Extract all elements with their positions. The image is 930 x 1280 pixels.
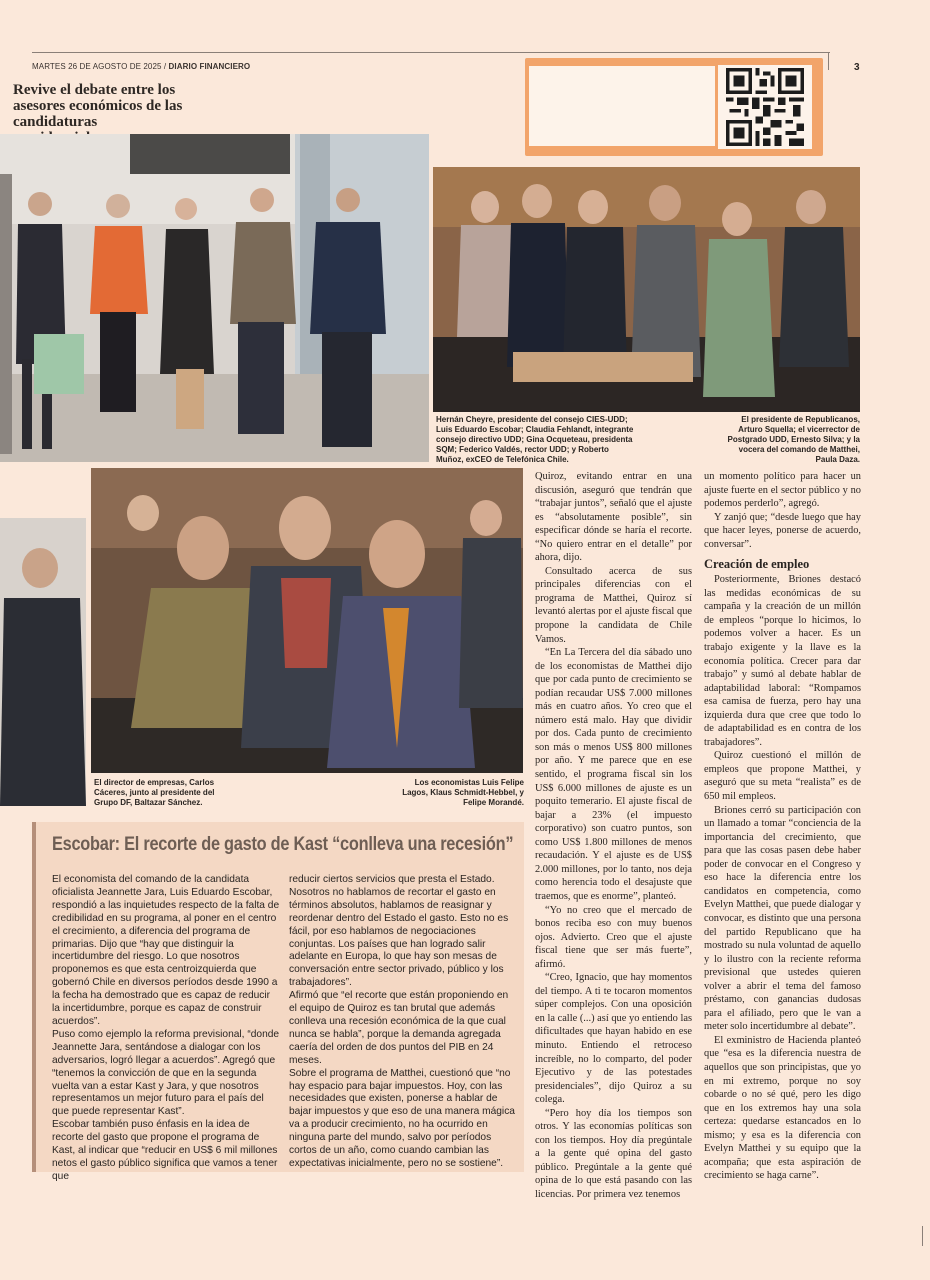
article-paragraph: “En La Tercera del día sábado uno de los economistas de Matthei dijo que por cada punto de crecimiento se podían recaudar US$ 7.000 millones más en cuatro años. Yo creo que el número está malo. Hay que dividir por dos. Cada punto de crecimiento son más o menos US$ 800 millones por año. Y me parece que en ese sentido, el programa fiscal sin los US$ 6.000 millones de ajuste es un poquito temerario. El ajuste fiscal de bajar a 23% (el impuesto corporativo) son cuatro puntos, son como US$ 1.800 millones de menos recaudación. Y el ajuste es de US$ 2.000 millones, por lo tanto, nos deja como herencia todo el desajuste que traemos, que es enorme”, planteó. [535, 647, 692, 902]
caption-photo3: El director de empresas, Carlos Cáceres, junto al presidente del Grupo DF, Baltazar Sánchez. [94, 778, 215, 807]
paper-name: DIARIO FINANCIERO [168, 62, 251, 71]
article-paragraph: Consultado acerca de sus principales diferencias con el programa de Matthei, Quiroz sí levantó alertas por el ajuste fiscal que propone la candidata de Chile Vamos. [535, 565, 692, 645]
article-paragraph: Quiroz, evitando entrar en una discusión, aseguró que tendrán que “trabajar juntos”, señaló que el ajuste es “absolutamente posible”, sin especificar dónde se haría el recorte. “No quiero entrar en el detalle” por ahora, dijo. [535, 471, 692, 564]
box-paragraph: Escobar también puso énfasis en la idea de recorte del gasto que propone el programa de Kast, al indicar que “reducir en US$ 6 mil millones netos el gasto público significa que vamos a tener que [52, 1119, 278, 1182]
caption-photo4: Los economistas Luis Felipe Lagos, Klaus Schmidt-Hebbel, y Felipe Morandé. [402, 778, 524, 807]
article-paragraph: “Pero hoy día los tiempos son otros. Y las economías políticas son con los tiempos. Hoy día pregúntale a la gente qué opina del gasto público. Pregúntale a la gente qué opina de lo que está pasando con las licencias. Por primera vez tenemos [535, 1107, 692, 1200]
box-paragraph: reducir ciertos servicios que presta el Estado. Nosotros no hablamos de recortar el gasto en términos absolutos, hablamos de reasignar y reordenar dentro del Estado el gasto. Esto no es fácil, por eso hablamos de negociaciones conjuntas. Los países que han logrado salir adelante en Europa, lo que hay son mesas de conversación entre sector privado, público y los trabajadores”. [289, 874, 509, 989]
header-rule [32, 52, 830, 53]
caption-photo1: Hernán Cheyre, presidente del consejo CIES-UDD; Luis Eduardo Escobar; Claudia Fehlandt, integrante consejo directivo UDD; Gina Ocqueteau, presidenta SQM; Federico Valdés, rector UDD; y Roberto Muñoz, exCEO de Telefónica Chile. [436, 415, 634, 464]
article-paragraph: Posteriormente, Briones destacó las medidas económicas de su campaña y la creación de un millón de empleos “porque lo hicimos, lo podemos volver a hacer. Es un trabajo exigente y la llave es la economía política. Crecer para dar trabajo” y sumó al debate hablar de adaptabilidad laboral: “Rompamos esa camisa de fuerza, pero hay una izquierda dura que cree que todo lo de adaptabilidad es en contra de los trabajadores”. [704, 574, 861, 748]
photo-economists [91, 468, 523, 773]
promo-text: Revive el debate entre los asesores económicos de las candidaturas [13, 82, 183, 130]
article-paragraph: Y zanjó que; “desde luego que hay que hacer leyes, ponerse de acuerdo, conversar”. [704, 511, 861, 550]
sidebar-box-col1 [52, 874, 280, 1184]
box-paragraph: Afirmó que “el recorte que están proponiendo en el equipo de Quiroz es tan brutal que además conlleva una recesión económica de la que cual nunca se habla”, porque la demanda agregada caería del orden de dos puntos del PIB en 24 meses. [289, 990, 509, 1066]
article-paragraph: “Creo, Ignacio, que hay momentos del tiempo. A ti te tocaron momentos súper complejos. Con una oposición en la calle (...) así que yo entiendo las dificultades que hayan habido en ese minuto. Entiendo el retroceso increíble, no lo comparto, del poder Ejecutivo y de las potestades presidenciales”, dijo Quiroz a su colega. [535, 972, 692, 1106]
article-col2 [704, 470, 861, 1183]
page-edge-mark [922, 1226, 923, 1246]
article-paragraph: Quiroz cuestionó el millón de empleos que propone Matthei, y aseguró que su meta “realista” es de 650 mil empleos. [704, 750, 861, 803]
article-paragraph: “Yo no creo que el mercado de bonos reciba eso con muy buenos ojos. Advierto. Creo que el ajuste fiscal tiene que ser más fuerte”, afirmó. [535, 904, 692, 970]
sidebar-box-title: Escobar: El recorte de gasto de Kast “conlleva una recesión” [52, 834, 514, 855]
header-date: MARTES 26 DE AGOSTO DE 2025 / DIARIO FINANCIERO [32, 62, 251, 71]
page-number: 3 [854, 62, 860, 73]
qr-code-icon[interactable] [715, 62, 815, 152]
box-paragraph: Puso como ejemplo la reforma previsional, “donde Jeannette Jara, sentándose a dialogar con los adversarios, logró llegar a acuerdos”. Agregó que “tenemos la convicción de que en la segunda vuelta van a estar Kast y Jara, y que nosotros representamos un mejor futuro para el país del que puede representar Kast”. [52, 1028, 280, 1118]
article-col1 [535, 470, 692, 1202]
article-paragraph: Briones cerró su participación con un llamado a tomar “conciencia de la importancia del crecimiento, que para que las cosas pasen debe haber poder de convocar en el Congreso y eso hace la diferencia entre los candidatos en competencia, como Evelyn Matthei, que puede dialogar y convocar, es distinto que una persona del partido Republicano que ha mostrado su nula voluntad de aquello y lo ilustro con la reciente reforma previsional que ustedes quieren volver a abrir el tema del famoso préstamo, con ganancias dudosas para el afiliado, pero que le van a meter solo incertidumbre al debate”. [704, 804, 861, 1033]
photo-left-strip [0, 518, 86, 806]
article-paragraph: un momento político para hacer un ajuste fuerte en el sector público y no podemos perderlo”, agregó. [704, 471, 861, 510]
photo-audience-seated [433, 167, 860, 412]
header-tick [828, 52, 829, 70]
box-paragraph: Sobre el programa de Matthei, cuestionó que “no hay espacio para bajar impuestos. Hoy, con las necesidades que existen, ponerse a hablar de bajar impuestos y que eso de una manera mágica va a producir crecimiento, no ha ocurrido en ninguna parte del mundo, salvo por períodos cortos de un año, como cuando cambian las expectativas inicialmente, pero no se sostiene”. [289, 1067, 515, 1169]
article-subhead: Creación de empleo [704, 557, 810, 572]
sidebar-box-col2 [289, 874, 517, 1171]
article-paragraph: El exministro de Hacienda planteó que “esa es la diferencia nuestra de aquellos que son principistas, que yo en mi extremo, porque no soy cobarde o no sé qué, pero les digo que en los extremos hay una sola certeza: quedarse estancados en lo mismo; y esa es la diferencia con Evelyn Matthei y su equipo que la acompaña; que esta aspiración de crecimiento se haga carne”. [704, 1034, 861, 1182]
box-paragraph: El economista del comando de la candidata oficialista Jeannette Jara, Luis Eduardo Escobar, respondió a las inquietudes respecto de la falta de credibilidad en su programa, al poner en el centro el crecimiento, a diferencia del programa de primarias. Dijo que “hay que distinguir la incertidumbre del riesgo. Lo que nosotros proponemos es que esta centroizquierda que gobernó Chile en diversos períodos desde 1990 a la fecha ha demostrado que es capaz de reducir la incertidumbre, porque es capaz de construir acuerdos”. [52, 874, 280, 1027]
caption-photo2: El presidente de Republicanos, Arturo Squella; el vicerrector de Postgrado UDD, Ernesto Silva; y la vocera del comando de Matthei, Paula Daza. [727, 415, 860, 464]
photo-group-standing [0, 134, 429, 462]
promo-panel [529, 66, 729, 146]
